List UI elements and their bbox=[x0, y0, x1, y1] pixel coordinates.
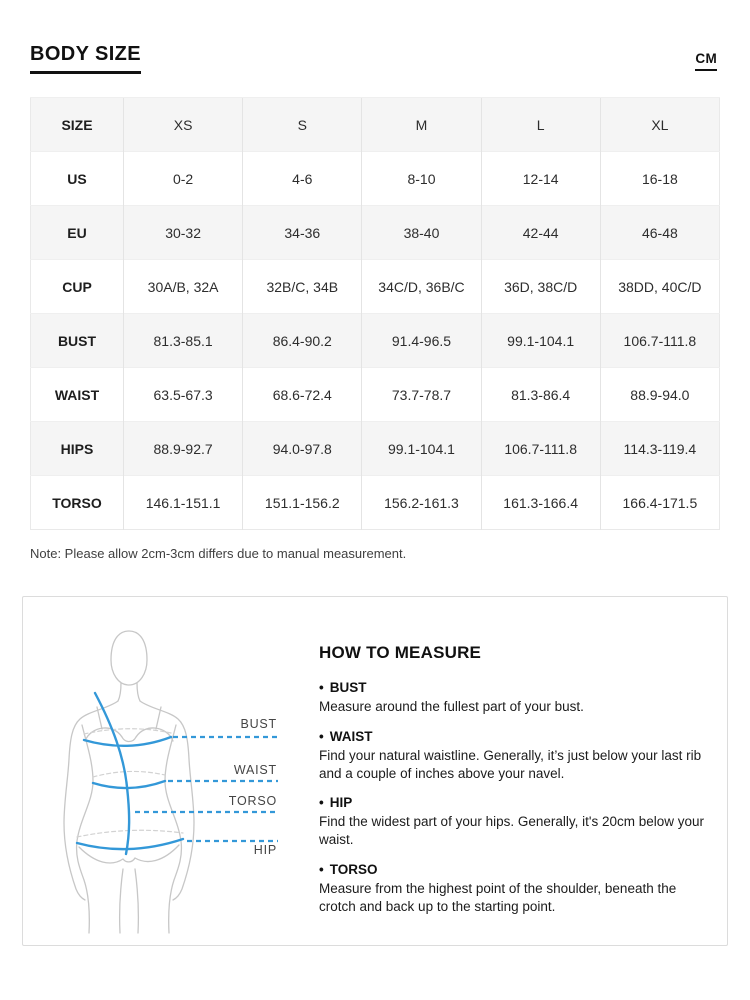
size-row-eu bbox=[31, 206, 720, 260]
measure-item-title bbox=[319, 795, 705, 810]
bullet-icon: • bbox=[319, 728, 324, 744]
size-row-cup bbox=[31, 260, 720, 314]
measure-item-text: Measure from the highest point of the shoulder, beneath the crotch and back up to the starting point. bbox=[319, 880, 677, 914]
measure-item-hip bbox=[319, 795, 705, 849]
measurement-note: Note: Please allow 2cm-3cm differs due to manual measurement. bbox=[30, 546, 407, 561]
size-cell: 36D, 38C/D bbox=[481, 260, 600, 314]
how-to-measure-title: HOW TO MEASURE bbox=[319, 642, 482, 662]
size-cell: 88.9-92.7 bbox=[124, 422, 243, 476]
size-cell: 34-36 bbox=[243, 206, 362, 260]
size-row-us bbox=[31, 152, 720, 206]
size-cell: 166.4-171.5 bbox=[600, 476, 719, 530]
size-cell: 63.5-67.3 bbox=[124, 368, 243, 422]
measure-items-list bbox=[319, 680, 705, 916]
measure-item-label: BUST bbox=[329, 679, 367, 695]
size-cell: 161.3-166.4 bbox=[481, 476, 600, 530]
diagram-label-waist: WAIST bbox=[233, 762, 277, 777]
size-cell: 99.1-104.1 bbox=[481, 314, 600, 368]
measure-item-text: Find your natural waistline. Generally, it’s just below your last rib and a couple of inches above your navel. bbox=[319, 747, 702, 781]
size-cell: 46-48 bbox=[600, 206, 719, 260]
size-cell: 68.6-72.4 bbox=[243, 368, 362, 422]
head-outline bbox=[111, 631, 147, 685]
measure-item-waist bbox=[319, 729, 705, 783]
size-cell: 16-18 bbox=[600, 152, 719, 206]
size-cell: 30-32 bbox=[124, 206, 243, 260]
unit-toggle-cm[interactable]: CM bbox=[695, 52, 717, 71]
size-cell: 38-40 bbox=[362, 206, 481, 260]
diagram-label-bust: BUST bbox=[240, 716, 277, 731]
size-table-header-row bbox=[31, 98, 720, 152]
bullet-icon: • bbox=[319, 861, 324, 877]
inner-leg-right bbox=[135, 869, 138, 933]
row-label-us: US bbox=[31, 152, 124, 206]
size-cell: 81.3-85.1 bbox=[124, 314, 243, 368]
measure-item-label: TORSO bbox=[329, 861, 378, 877]
measure-instructions bbox=[319, 643, 705, 929]
size-table-head bbox=[31, 98, 720, 152]
bullet-icon: • bbox=[319, 679, 324, 695]
size-cell: 32B/C, 34B bbox=[243, 260, 362, 314]
measure-item-text: Measure around the fullest part of your bust. bbox=[319, 698, 584, 714]
size-cell: 30A/B, 32A bbox=[124, 260, 243, 314]
measure-item-label: WAIST bbox=[329, 728, 373, 744]
column-header-xl: XL bbox=[600, 98, 719, 152]
size-cell: 8-10 bbox=[362, 152, 481, 206]
size-cell: 12-14 bbox=[481, 152, 600, 206]
row-label-hips: HIPS bbox=[31, 422, 124, 476]
size-cell: 151.1-156.2 bbox=[243, 476, 362, 530]
measure-item-text: Find the widest part of your hips. Generally, it's 20cm below your waist. bbox=[319, 814, 705, 848]
header bbox=[0, 0, 750, 74]
body-outline bbox=[64, 631, 194, 933]
size-cell: 146.1-151.1 bbox=[124, 476, 243, 530]
size-table bbox=[30, 97, 720, 530]
waist-measure-line bbox=[93, 781, 165, 788]
row-label-eu: EU bbox=[31, 206, 124, 260]
body-measurement-diagram bbox=[23, 597, 303, 945]
size-cell: 38DD, 40C/D bbox=[600, 260, 719, 314]
size-cell: 4-6 bbox=[243, 152, 362, 206]
size-cell: 0-2 bbox=[124, 152, 243, 206]
size-cell: 81.3-86.4 bbox=[481, 368, 600, 422]
measure-item-torso bbox=[319, 862, 705, 916]
size-cell: 86.4-90.2 bbox=[243, 314, 362, 368]
size-cell: 34C/D, 36B/C bbox=[362, 260, 481, 314]
size-row-hips bbox=[31, 422, 720, 476]
row-label-bust: BUST bbox=[31, 314, 124, 368]
inner-leg-left bbox=[120, 869, 123, 933]
size-row-bust bbox=[31, 314, 720, 368]
size-cell: 156.2-161.3 bbox=[362, 476, 481, 530]
bullet-icon: • bbox=[319, 795, 324, 811]
row-label-waist: WAIST bbox=[31, 368, 124, 422]
size-cell: 91.4-96.5 bbox=[362, 314, 481, 368]
size-cell: 106.7-111.8 bbox=[600, 314, 719, 368]
column-header-xs: XS bbox=[124, 98, 243, 152]
size-cell: 106.7-111.8 bbox=[481, 422, 600, 476]
row-label-cup: CUP bbox=[31, 260, 124, 314]
size-cell: 73.7-78.7 bbox=[362, 368, 481, 422]
corner-header-size: SIZE bbox=[31, 98, 124, 152]
size-cell: 114.3-119.4 bbox=[600, 422, 719, 476]
hip-measure-line bbox=[77, 839, 183, 849]
measure-item-title bbox=[319, 729, 705, 744]
page-title: BODY SIZE bbox=[30, 44, 141, 74]
column-header-s: S bbox=[243, 98, 362, 152]
column-header-m: M bbox=[362, 98, 481, 152]
column-header-l: L bbox=[481, 98, 600, 152]
size-cell: 99.1-104.1 bbox=[362, 422, 481, 476]
diagram-label-torso: TORSO bbox=[228, 793, 277, 808]
measure-item-label: HIP bbox=[329, 795, 353, 811]
measure-item-title bbox=[319, 862, 705, 877]
how-to-measure-card bbox=[22, 596, 728, 946]
size-cell: 88.9-94.0 bbox=[600, 368, 719, 422]
measure-item-bust bbox=[319, 680, 705, 716]
torso-measure-line bbox=[95, 693, 129, 854]
diagram-label-hip: HIP bbox=[253, 842, 277, 857]
measure-item-title bbox=[319, 680, 705, 695]
size-row-torso bbox=[31, 476, 720, 530]
leader-lines bbox=[135, 737, 278, 841]
size-cell: 42-44 bbox=[481, 206, 600, 260]
size-table-body bbox=[31, 152, 720, 530]
row-label-torso: TORSO bbox=[31, 476, 124, 530]
size-row-waist bbox=[31, 368, 720, 422]
size-cell: 94.0-97.8 bbox=[243, 422, 362, 476]
